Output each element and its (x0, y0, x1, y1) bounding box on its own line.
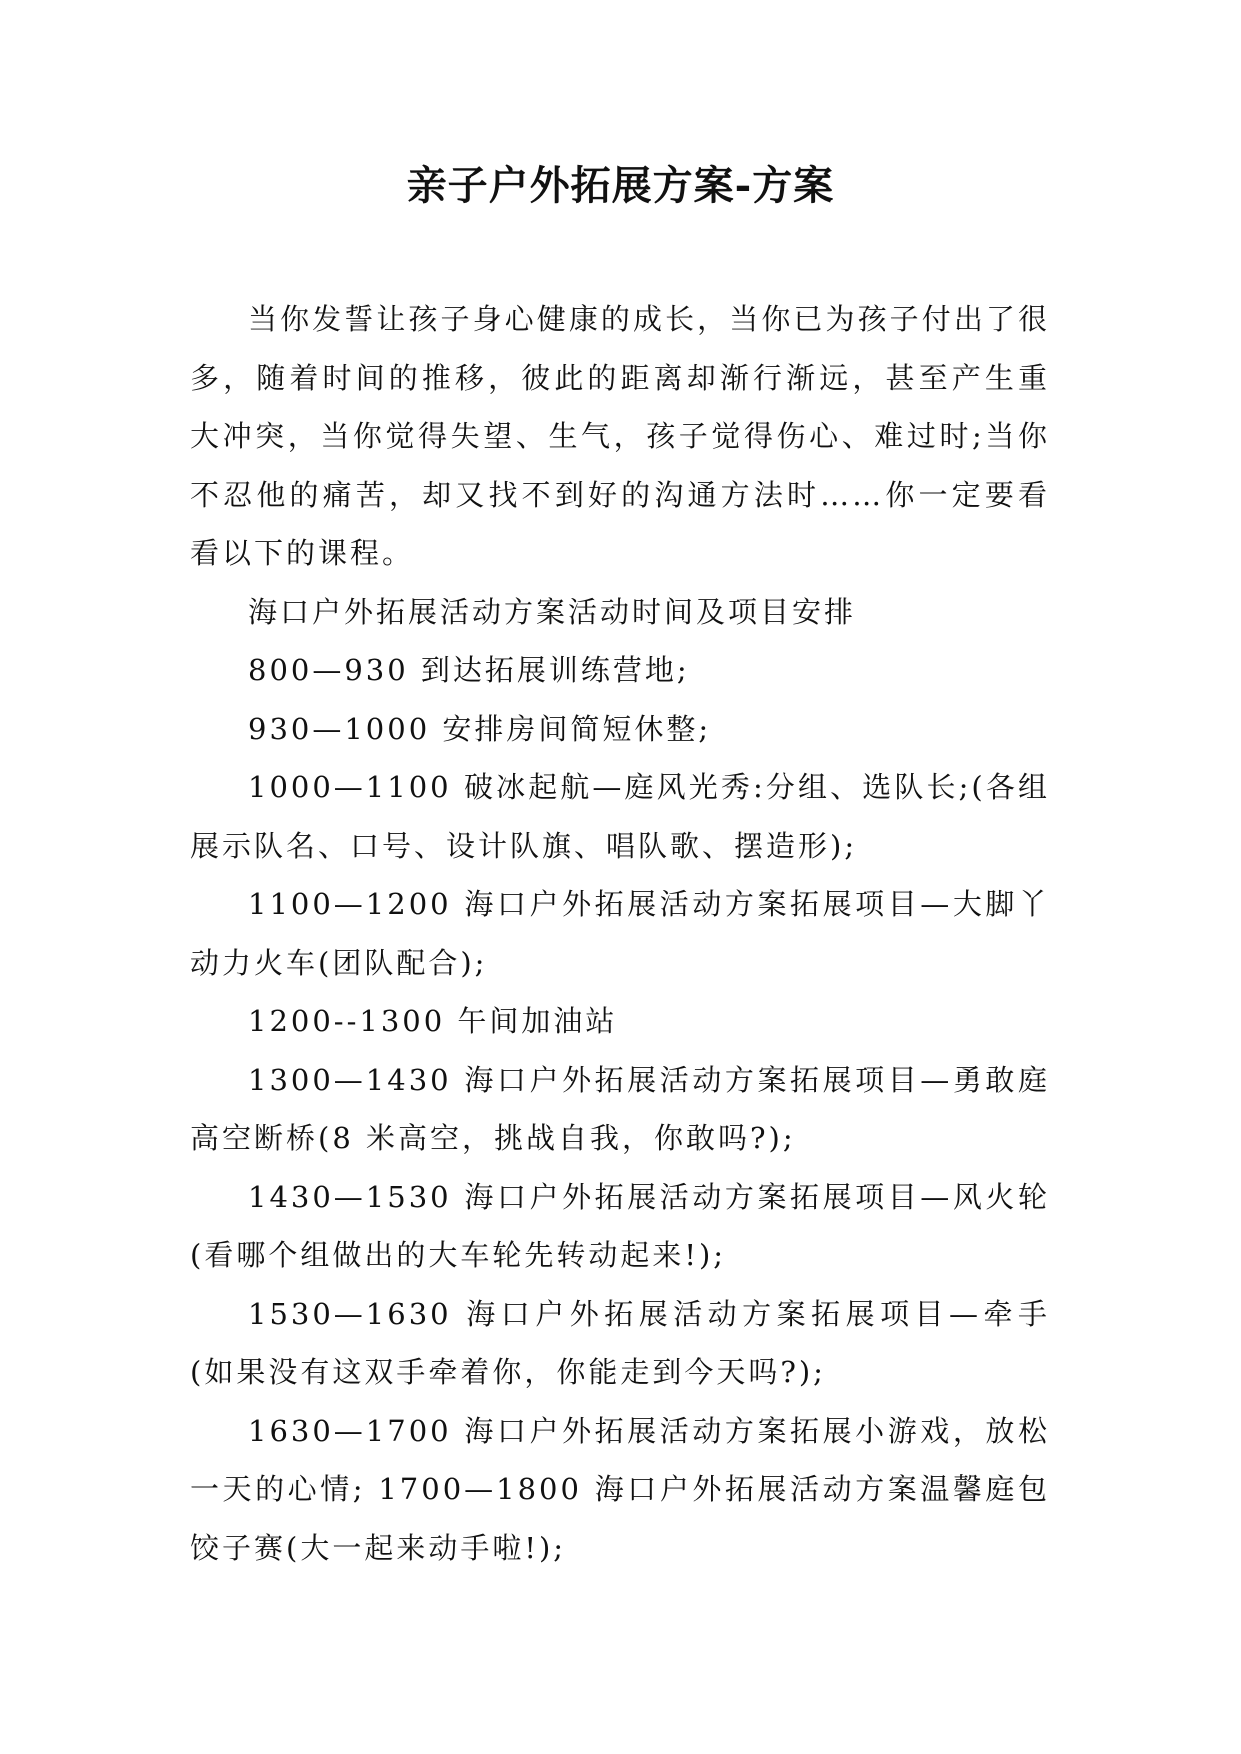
schedule-item: 930—1000 安排房间简短休整; (248, 711, 712, 746)
schedule-item: 1300—1430 海口户外拓展活动方案拓展项目—勇敢庭高空断桥(8 米高空，挑战自我，你敢吗?); (190, 1062, 1050, 1155)
schedule-item: 1000—1100 破冰起航—庭风光秀:分组、选队长;(各组展示队名、口号、设计队旗、唱队歌、摆造形); (190, 770, 1050, 863)
intro-paragraph: 当你发誓让孩子身心健康的成长，当你已为孩子付出了很多，随着时间的推移，彼此的距离却渐行渐远，甚至产生重大冲突，当你觉得失望、生气，孩子觉得伤心、难过时;当你不忍他的痛苦，却又找不到好的沟通方法时……你一定要看看以下的课程。 (190, 302, 1050, 570)
schedule-item: 1630—1700 海口户外拓展活动方案拓展小游戏，放松一天的心情; 1700—1800 海口户外拓展活动方案温馨庭包饺子赛(大一起来动手啦!); (190, 1413, 1050, 1565)
schedule-item: 1530—1630 海口户外拓展活动方案拓展项目—牵手(如果没有这双手牵着你，你能走到今天吗?); (190, 1296, 1050, 1389)
document-title: 亲子户外拓展方案-方案 (406, 162, 835, 209)
schedule-item: 1100—1200 海口户外拓展活动方案拓展项目—大脚丫动力火车(团队配合); (190, 887, 1050, 980)
document-body (190, 290, 1050, 1577)
schedule-item: 1200--1300 午间加油站 (248, 1004, 618, 1038)
schedule-item: 800—930 到达拓展训练营地; (248, 653, 690, 687)
schedule-heading: 海口户外拓展活动方案活动时间及项目安排 (248, 594, 857, 629)
schedule-item: 1430—1530 海口户外拓展活动方案拓展项目—风火轮(看哪个组做出的大车轮先转动起来!); (190, 1179, 1050, 1272)
